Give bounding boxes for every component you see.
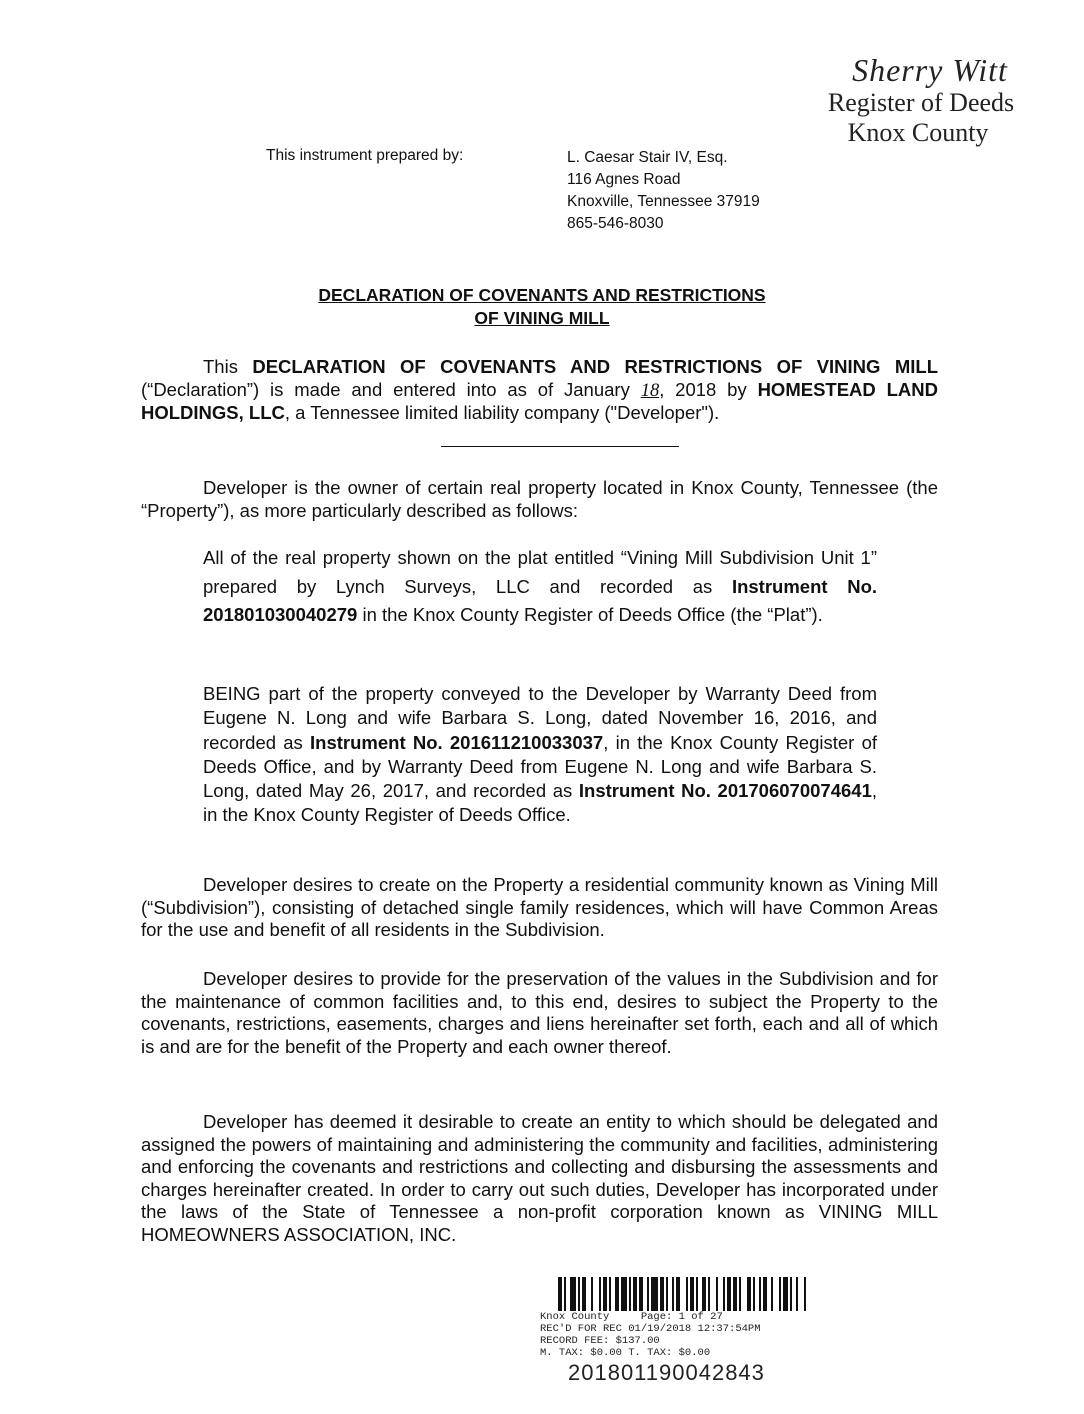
recital-subdivision: Developer desires to create on the Property a residential community known as Vining Mill (“Subdivision”), consisting of detached single family residences, which will have Common Areas for the use and benefit of all residents in the Subdivision. xyxy=(141,874,938,940)
preparer-name: L. Caesar Stair IV, Esq. xyxy=(567,149,728,166)
divider-rule xyxy=(441,446,679,447)
recording-block xyxy=(540,1277,812,1385)
intro-text: This xyxy=(203,356,253,377)
intro-text: , a Tennessee limited liability company ("Developer"). xyxy=(284,402,720,423)
deed-instrument-number-2: Instrument No. 201706070074641 xyxy=(578,780,872,802)
recording-number: 201801190042843 xyxy=(568,1360,765,1385)
legal-text: BEING part of the property conveyed to the Developer by Warranty Deed from Eugene N. Long and wife Barbara S. Long, dated November 16, 2016, and recorded as xyxy=(203,683,877,753)
preparer-address xyxy=(567,147,760,235)
legal-text: , in the Knox County Register of Deeds Office. xyxy=(203,780,877,826)
recital-preservation: Developer desires to provide for the preservation of the values in the Subdivision and for the maintenance of common facilities and, to this end, desires to subject the Property to the covenants, restrictions, easements, charges and liens hereinafter set forth, each and all of which is and are for the benefit of the Property and each owner thereof. xyxy=(141,968,938,1057)
intro-text: (“Declaration”) is made and entered into as of January xyxy=(141,378,641,400)
recording-tax: M. TAX: $0.00 T. TAX: $0.00 xyxy=(540,1347,711,1359)
document-title-line2: OF VINING MILL xyxy=(474,308,610,328)
barcode xyxy=(558,1277,810,1311)
legal-description-deeds xyxy=(203,682,877,828)
preparer-city: Knoxville, Tennessee 37919 xyxy=(567,193,760,210)
stamp-county: Knox County xyxy=(847,118,989,147)
recording-received: REC'D FOR REC 01/19/2018 12:37:54PM xyxy=(540,1323,761,1335)
prepared-by-label: This instrument prepared by: xyxy=(266,147,464,164)
legal-description-plat xyxy=(203,544,877,630)
barcode-bar xyxy=(806,1277,810,1311)
register-signature: Sherry Witt xyxy=(852,52,1008,88)
deed-instrument-number-1: Instrument No. 201611210033037 xyxy=(310,731,604,753)
recital-property: Developer is the owner of certain real property located in Knox County, Tennessee (the “Property”), as more particularly described as follows: xyxy=(141,477,938,521)
document-title-line1: DECLARATION OF COVENANTS AND RESTRICTIONS xyxy=(318,285,766,305)
recording-page: Page: 1 of 27 xyxy=(640,1311,723,1323)
intro-paragraph xyxy=(141,356,938,425)
legal-text: in the Knox County Register of Deeds Office (the “Plat”). xyxy=(357,604,823,625)
register-of-deeds-stamp xyxy=(790,52,1040,148)
plat-instrument-number: Instrument No. 201801030040279 xyxy=(203,575,878,625)
preparer-street: 116 Agnes Road xyxy=(567,171,681,188)
stamp-office: Register of Deeds xyxy=(827,88,1015,117)
legal-text: All of the real property shown on the plat entitled “Vining Mill Subdivision Unit 1” prepared by Lynch Surveys, LLC and recorded as xyxy=(203,547,877,597)
intro-text: , 2018 by xyxy=(659,378,758,400)
declaration-name: DECLARATION OF COVENANTS AND RESTRICTIONS OF VINING MILL xyxy=(252,356,938,377)
recording-fee: RECORD FEE: $137.00 xyxy=(540,1335,660,1347)
developer-name: HOMESTEAD LAND HOLDINGS, LLC xyxy=(141,378,938,423)
recording-county-page xyxy=(540,1311,812,1323)
handwritten-day: 18 xyxy=(640,380,660,401)
recital-association: Developer has deemed it desirable to create an entity to which should be delegated and assigned the powers of maintaining and administering the community and facilities, administering and enforcing the covenants and restrictions and collecting and disbursing the assessments and charges hereinafter created. In order to carry out such duties, Developer has incorporated under the laws of the State of Tennessee a non-profit corporation known as VINING MILL HOMEOWNERS ASSOCIATION, INC. xyxy=(141,1111,938,1245)
preparer-phone: 865-546-8030 xyxy=(567,215,664,232)
legal-text: , in the Knox County Register of Deeds Office, and by Warranty Deed from Eugene N. Long and wife Barbara S. Long, dated May 26, 2017, and recorded as xyxy=(203,731,877,802)
recording-county: Knox County xyxy=(540,1311,610,1323)
